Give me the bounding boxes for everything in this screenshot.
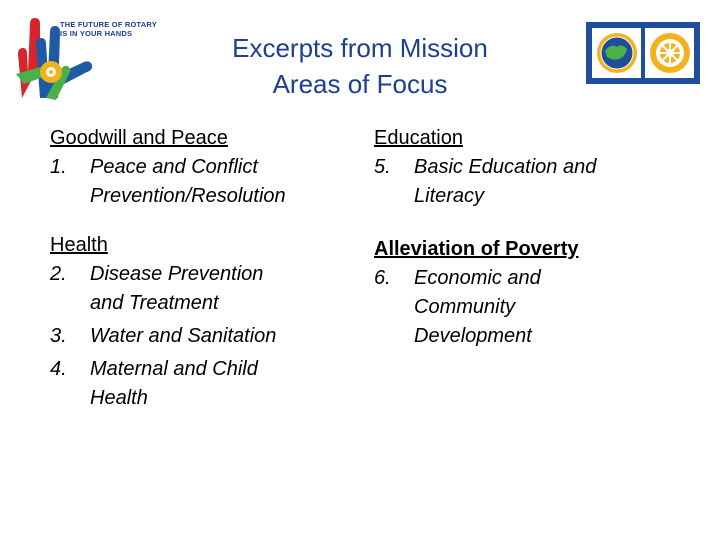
item-text-line-3: Development bbox=[414, 325, 532, 347]
left-column bbox=[50, 124, 350, 413]
section-alleviation-of-poverty bbox=[374, 235, 704, 351]
item-text-line-1: Maternal and Child bbox=[90, 358, 258, 380]
item-number: 4. bbox=[50, 358, 67, 380]
item-text-line-2: Health bbox=[90, 387, 148, 409]
item-number: 5. bbox=[374, 156, 391, 178]
item-text-line-2: Prevention/Resolution bbox=[90, 185, 286, 207]
item-text-line-1: Water and Sanitation bbox=[90, 325, 277, 347]
globe-emblem-icon bbox=[595, 31, 639, 75]
tagline-line-1: THE FUTURE OF ROTARY bbox=[60, 20, 157, 29]
logo-tagline bbox=[60, 20, 157, 38]
focus-list bbox=[50, 260, 350, 413]
title-line-1: Excerpts from Mission bbox=[232, 33, 488, 63]
tagline-line-2: IS IN YOUR HANDS bbox=[60, 29, 133, 38]
section-education bbox=[374, 124, 704, 211]
item-number: 2. bbox=[50, 263, 67, 285]
item-text-line-1: Disease Prevention bbox=[90, 263, 264, 285]
item-text-line-1: Economic and bbox=[414, 267, 541, 289]
globe-emblem-panel bbox=[592, 28, 641, 78]
right-column bbox=[374, 124, 704, 351]
item-text-line-2: Literacy bbox=[414, 185, 485, 207]
list-item bbox=[374, 153, 704, 211]
section-health bbox=[50, 231, 350, 413]
item-text-line-2: and Treatment bbox=[90, 292, 219, 314]
list-item bbox=[50, 322, 350, 351]
section-heading: Alleviation of Poverty bbox=[374, 238, 579, 260]
list-item bbox=[374, 264, 704, 351]
focus-list bbox=[374, 264, 704, 351]
item-number: 1. bbox=[50, 156, 67, 178]
section-heading: Education bbox=[374, 127, 463, 149]
item-number: 3. bbox=[50, 325, 67, 347]
focus-list bbox=[50, 153, 350, 211]
rotary-wheel-icon bbox=[648, 31, 692, 75]
item-text-line-2: Community bbox=[414, 296, 516, 318]
item-text-line-1: Basic Education and bbox=[414, 156, 597, 178]
section-heading: Health bbox=[50, 234, 108, 256]
list-item bbox=[50, 153, 350, 211]
wheel-emblem-panel bbox=[645, 28, 694, 78]
list-item bbox=[50, 355, 350, 413]
item-text-line-1: Peace and Conflict bbox=[90, 156, 258, 178]
rotary-emblems-logo bbox=[586, 22, 700, 84]
page-title bbox=[170, 30, 550, 102]
section-goodwill-and-peace bbox=[50, 124, 350, 211]
section-heading: Goodwill and Peace bbox=[50, 127, 228, 149]
title-line-2: Areas of Focus bbox=[272, 69, 448, 99]
focus-list bbox=[374, 153, 704, 211]
list-item bbox=[50, 260, 350, 318]
rotary-hands-logo bbox=[14, 14, 157, 100]
item-number: 6. bbox=[374, 267, 391, 289]
